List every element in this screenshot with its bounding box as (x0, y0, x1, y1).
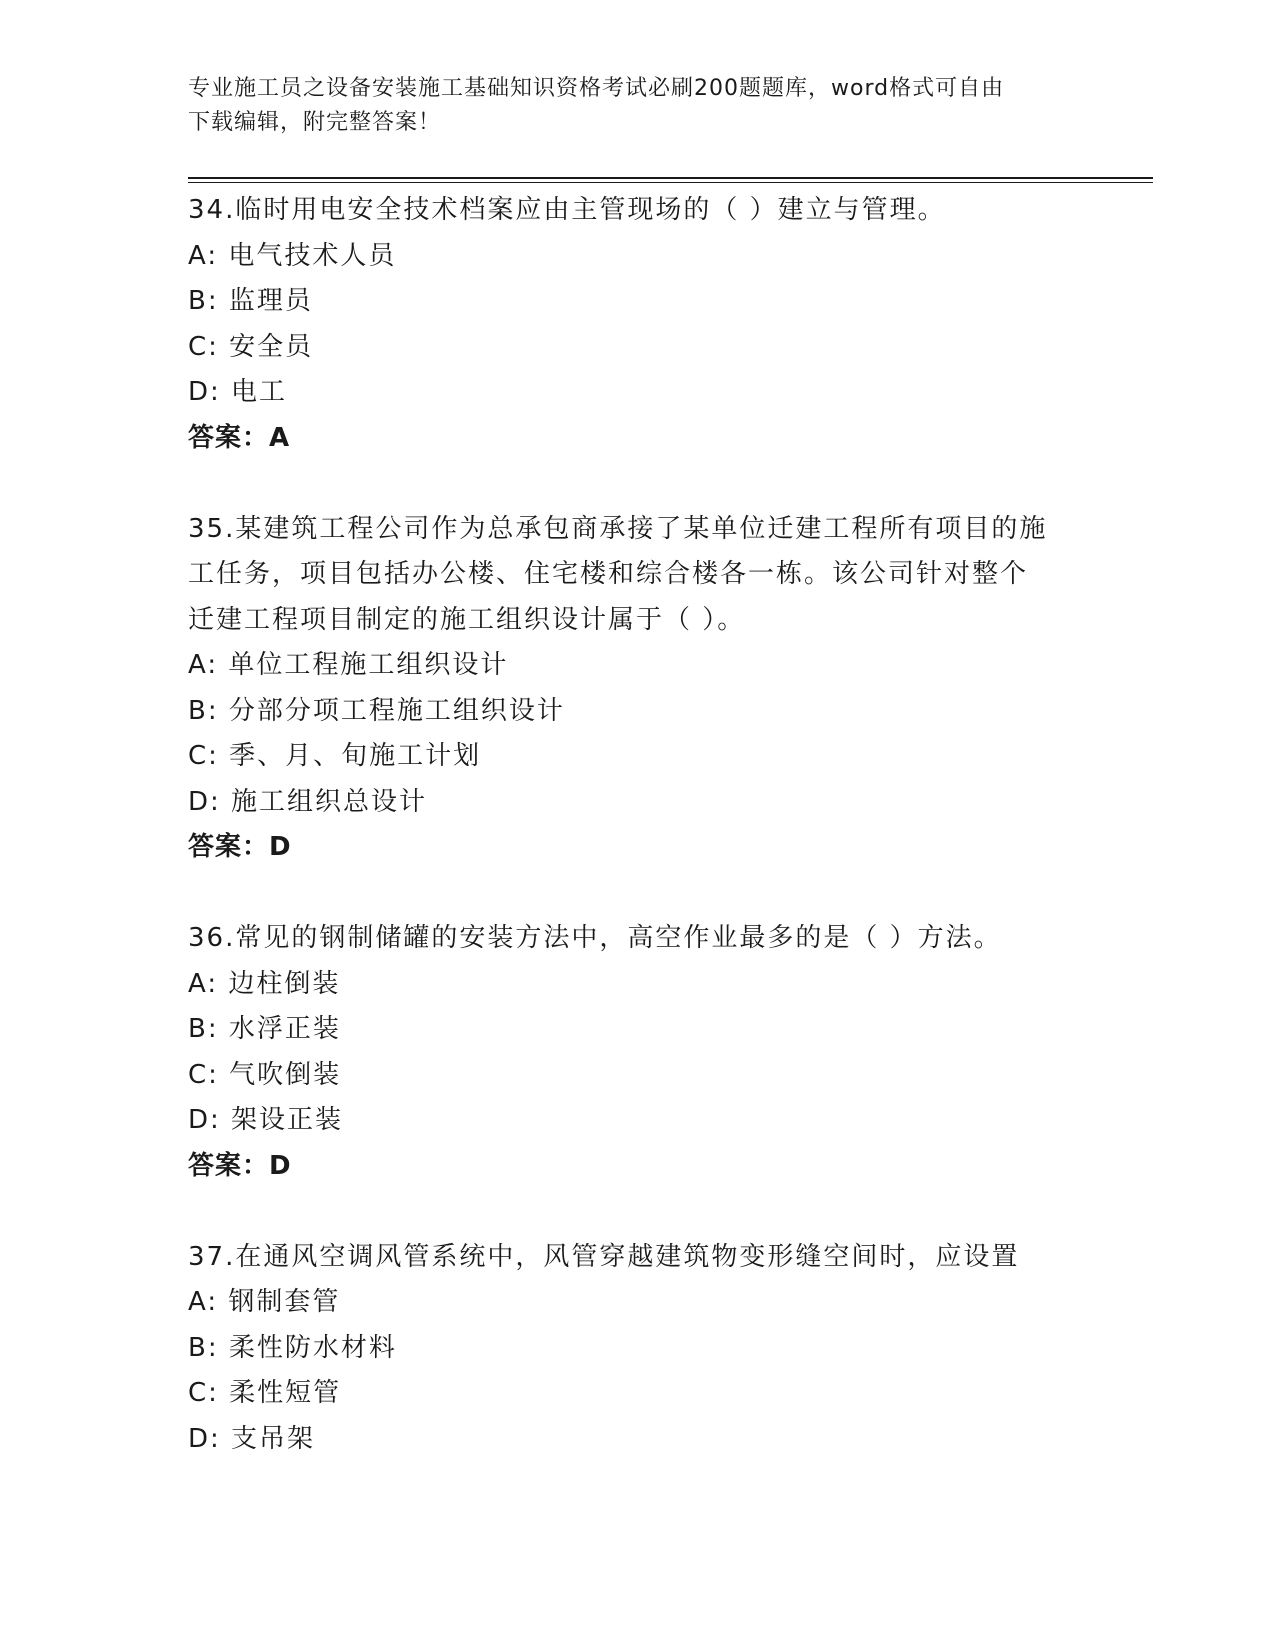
answer-text: 答案：D (188, 832, 292, 862)
question-stem: 34.临时用电安全技术档案应由主管现场的（ ）建立与管理。 (188, 195, 946, 225)
option-a: A: 单位工程施工组织设计 (188, 650, 509, 680)
option-c: C: 气吹倒装 (188, 1059, 342, 1090)
question-stem: 37.在通风空调风管系统中，风管穿越建筑物变形缝空间时，应设置 (188, 1241, 1020, 1272)
option-d: D: 施工组织总设计 (188, 786, 428, 817)
option-c: C: 柔性短管 (188, 1378, 342, 1408)
question-stem-line-1: 35.某建筑工程公司作为总承包商承接了某单位迁建工程所有项目的施 (188, 513, 1048, 544)
question-stem-line-3: 迁建工程项目制定的施工组织设计属于（ ）。 (188, 604, 746, 635)
header-divider-thick (188, 177, 1153, 179)
option-a: A: 边柱倒装 (188, 968, 341, 999)
header-line-2: 下载编辑，附完整答案！ (188, 110, 442, 135)
question-list (188, 188, 1108, 1462)
answer-text: 答案：D (188, 1150, 292, 1181)
header-divider-thin (188, 182, 1153, 183)
option-c: C: 季、月、旬施工计划 (188, 741, 482, 771)
header-line-1: 专业施工员之设备安装施工基础知识资格考试必刷200题题库，word格式可自由 (188, 76, 1005, 101)
option-c: C: 安全员 (188, 331, 314, 362)
option-d: D: 电工 (188, 377, 288, 407)
question-34 (188, 188, 1108, 461)
question-37 (188, 1235, 1108, 1463)
option-b: B: 柔性防水材料 (188, 1332, 397, 1363)
question-36 (188, 916, 1108, 1189)
question-gap (188, 871, 1108, 917)
question-35 (188, 507, 1108, 871)
document-header (188, 72, 1088, 140)
option-d: D: 架设正装 (188, 1105, 344, 1135)
option-a: A: 钢制套管 (188, 1287, 341, 1317)
option-d: D: 支吊架 (188, 1423, 316, 1454)
question-gap (188, 1189, 1108, 1235)
option-b: B: 分部分项工程施工组织设计 (188, 695, 565, 726)
option-b: B: 水浮正装 (188, 1014, 341, 1044)
question-stem: 36.常见的钢制储罐的安装方法中，高空作业最多的是（ ）方法。 (188, 923, 1002, 953)
option-b: B: 监理员 (188, 286, 313, 316)
option-a: A: 电气技术人员 (188, 240, 397, 271)
question-stem-line-2: 工任务，项目包括办公楼、住宅楼和综合楼各一栋。该公司针对整个 (188, 559, 1029, 589)
question-gap (188, 461, 1108, 507)
answer-text: 答案：A (188, 422, 291, 453)
